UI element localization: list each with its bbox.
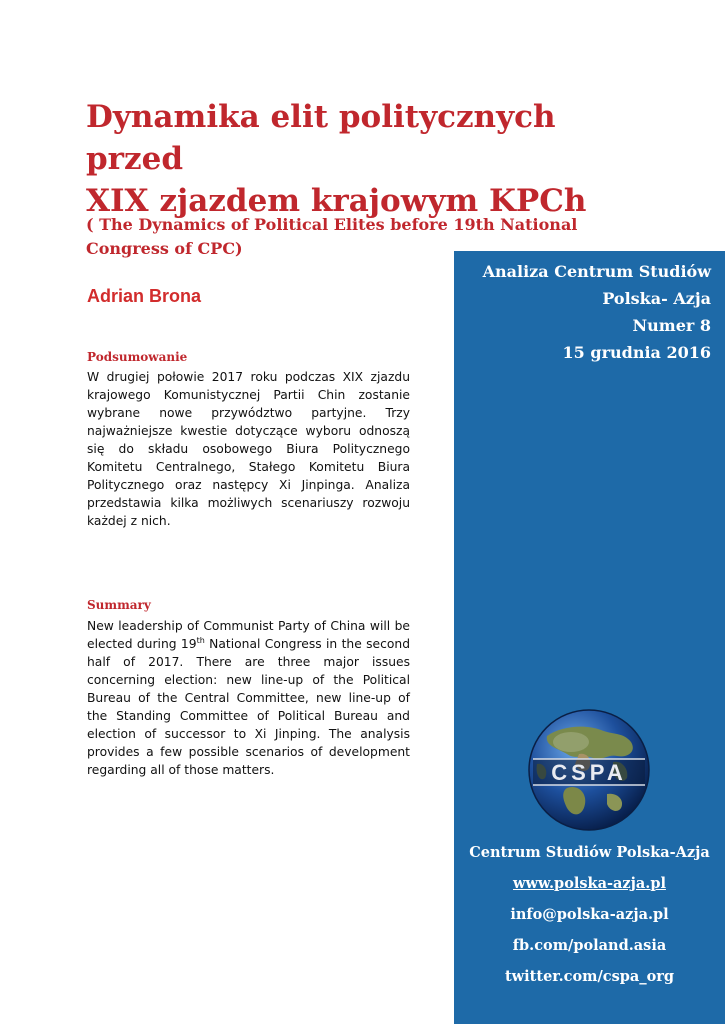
email-address[interactable]: info@polska-azja.pl xyxy=(510,906,669,923)
author-name: Adrian Brona xyxy=(87,286,202,306)
summary-en-text-1: New leadership of Communist Party of China will be elected during 19 xyxy=(87,619,410,651)
issue-number: Numer 8 xyxy=(632,316,711,335)
subtitle-line-2: Congress of CPC) xyxy=(86,239,243,258)
title-line-1: Dynamika elit politycznych przed xyxy=(86,99,556,177)
sidebar-panel xyxy=(454,251,725,1024)
twitter-handle[interactable]: twitter.com/cspa_org xyxy=(504,968,675,985)
title-line-2: XIX zjazdem krajowym KPCh xyxy=(86,183,587,219)
series-name: Analiza Centrum Studiów xyxy=(482,262,711,281)
document-title xyxy=(86,96,646,222)
contact-block xyxy=(454,837,725,992)
facebook-handle[interactable]: fb.com/poland.asia xyxy=(512,937,667,954)
website-link[interactable]: www.polska-azja.pl xyxy=(513,875,666,892)
subtitle-line-1: ( The Dynamics of Political Elites before 19th National xyxy=(86,215,578,234)
series-name-2: Polska- Azja xyxy=(602,289,711,308)
publication-date: 15 grudnia 2016 xyxy=(562,343,711,362)
summary-en-text-2: National Congress in the second half of 2017. There are three major issues concerning election: new line-up of the Political Bureau of the Central Committee, new line-up of the Standing Committee of Political Bureau and election of successor to Xi Jinping. The analysis provides a few possible scenarios of development regarding all of those matters. xyxy=(87,637,410,777)
summary-pl-body: W drugiej połowie 2017 roku podczas XIX zjazdu krajowego Komunistycznej Partii Chin zostanie wybrane nowe przywództwo partyjne. Trzy najważniejsze kwestie dotyczące wyboru odnoszą się do składu osobowego Biura Politycznego Komitetu Centralnego, Stałego Komitetu Biura Politycznego oraz następcy Xi Jinpinga. Analiza przedstawia kilka możliwych scenariuszy rozwoju każdej z nich. xyxy=(87,370,410,528)
summary-en-heading: Summary xyxy=(87,598,151,612)
cspa-globe-logo xyxy=(527,708,651,832)
ordinal-suffix: th xyxy=(196,635,205,645)
summary-pl-heading: Podsumowanie xyxy=(87,350,188,364)
summary-en-body xyxy=(87,617,410,779)
publication-meta xyxy=(483,258,711,366)
logo-lettering: CSPA xyxy=(551,760,627,785)
organization-name: Centrum Studiów Polska-Azja xyxy=(469,844,710,861)
